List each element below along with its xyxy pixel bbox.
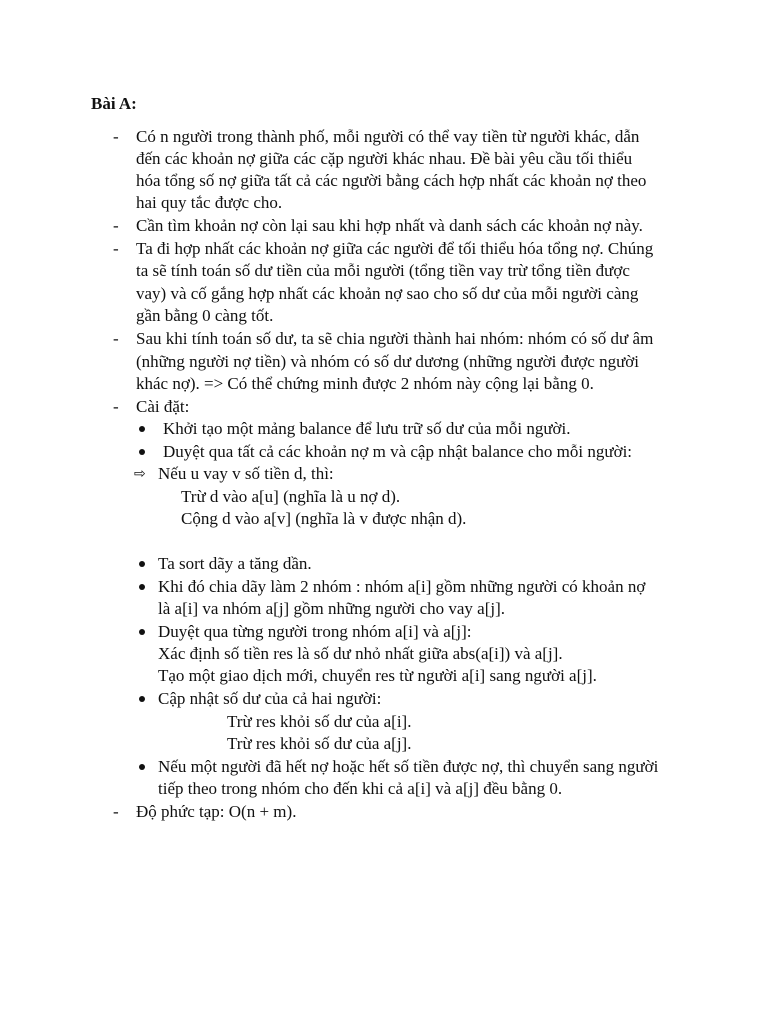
item-4-line-1: Sau khi tính toán số dư, ta sẽ chia người thành hai nhóm: nhóm có số dư âm: [136, 329, 654, 348]
item-3-line-3: vay) và cố gắng hợp nhất các khoản nợ sao cho số dư của mỗi người càng: [136, 284, 639, 303]
bullet-icon: [139, 629, 145, 635]
impl-bullet-1: Khởi tạo một mảng balance để lưu trữ số dư của mỗi người.: [163, 419, 571, 438]
dash-marker: -: [113, 127, 119, 146]
item-3-line-1: Ta đi hợp nhất các khoản nợ giữa các người để tối thiểu hóa tổng nợ. Chúng: [136, 239, 654, 258]
dash-marker: -: [113, 397, 119, 416]
bullet-icon: [139, 426, 145, 432]
bullet-icon: [139, 696, 145, 702]
impl-sub-3: Trừ res khỏi số dư của a[i].: [227, 712, 412, 731]
item-4-line-2: (những người nợ tiền) và nhóm có số dư dương (những người được người: [136, 352, 640, 371]
item-2-line-1: Cần tìm khoản nợ còn lại sau khi hợp nhất và danh sách các khoản nợ này.: [136, 216, 643, 235]
impl-sub-4: Trừ res khỏi số dư của a[j].: [227, 734, 412, 753]
dash-marker: -: [113, 216, 119, 235]
impl-arrow-line: Nếu u vay v số tiền d, thì:: [158, 464, 334, 483]
item-1-line-2: đến các khoản nợ giữa các cặp người khác nhau. Đề bài yêu cầu tối thiểu: [136, 149, 633, 168]
item-3-line-4: gần bằng 0 càng tốt.: [136, 306, 274, 325]
impl-bullet-7-line-2: tiếp theo trong nhóm cho đến khi cả a[i] và a[j] đều bằng 0.: [158, 779, 563, 798]
dash-marker: -: [113, 239, 119, 258]
bullet-icon: [139, 561, 145, 567]
complexity-line: Độ phức tạp: O(n + m).: [136, 802, 297, 821]
impl-bullet-7-line-1: Nếu một người đã hết nợ hoặc hết số tiền được nợ, thì chuyển sang người: [158, 757, 659, 776]
right-arrow-icon: ⇨: [134, 466, 146, 482]
impl-sub-2: Cộng d vào a[v] (nghĩa là v được nhận d).: [181, 509, 467, 528]
dash-marker: -: [113, 329, 119, 348]
dash-marker: -: [113, 802, 119, 821]
item-3-line-2: ta sẽ tính toán số dư tiền của mỗi người (tổng tiền vay trừ tổng tiền được: [136, 261, 630, 280]
impl-bullet-5-line-3: Tạo một giao dịch mới, chuyển res từ người a[i] sang người a[j].: [158, 666, 597, 685]
impl-bullet-3: Ta sort dãy a tăng dần.: [158, 554, 312, 573]
item-4-line-3: khác nợ). => Có thể chứng minh được 2 nhóm này cộng lại bằng 0.: [136, 374, 594, 393]
impl-sub-1: Trừ d vào a[u] (nghĩa là u nợ d).: [181, 487, 401, 506]
item-1-line-1: Có n người trong thành phố, mỗi người có thể vay tiền từ người khác, dẫn: [136, 127, 640, 146]
bullet-icon: [139, 449, 145, 455]
impl-bullet-5-line-1: Duyệt qua từng người trong nhóm a[i] và a[j]:: [158, 622, 472, 641]
impl-bullet-5-line-2: Xác định số tiền res là số dư nhỏ nhất giữa abs(a[i]) và a[j].: [158, 644, 563, 663]
item-1-line-3: hóa tổng số nợ giữa tất cả các người bằng cách hợp nhất các khoản nợ theo: [136, 171, 647, 190]
bullet-icon: [139, 764, 145, 770]
impl-bullet-2: Duyệt qua tất cả các khoản nợ m và cập nhật balance cho mỗi người:: [163, 442, 633, 461]
item-1-line-4: hai quy tắc được cho.: [136, 193, 283, 212]
heading-bai-a: Bài A:: [91, 94, 137, 113]
impl-bullet-6: Cập nhật số dư của cả hai người:: [158, 689, 382, 708]
impl-bullet-4-line-1: Khi đó chia dãy làm 2 nhóm : nhóm a[i] gồm những người có khoản nợ: [158, 577, 646, 596]
bullet-icon: [139, 584, 145, 590]
impl-bullet-4-line-2: là a[i] va nhóm a[j] gồm những người cho vay a[j].: [158, 599, 506, 618]
item-5-line-1: Cài đặt:: [136, 397, 190, 416]
